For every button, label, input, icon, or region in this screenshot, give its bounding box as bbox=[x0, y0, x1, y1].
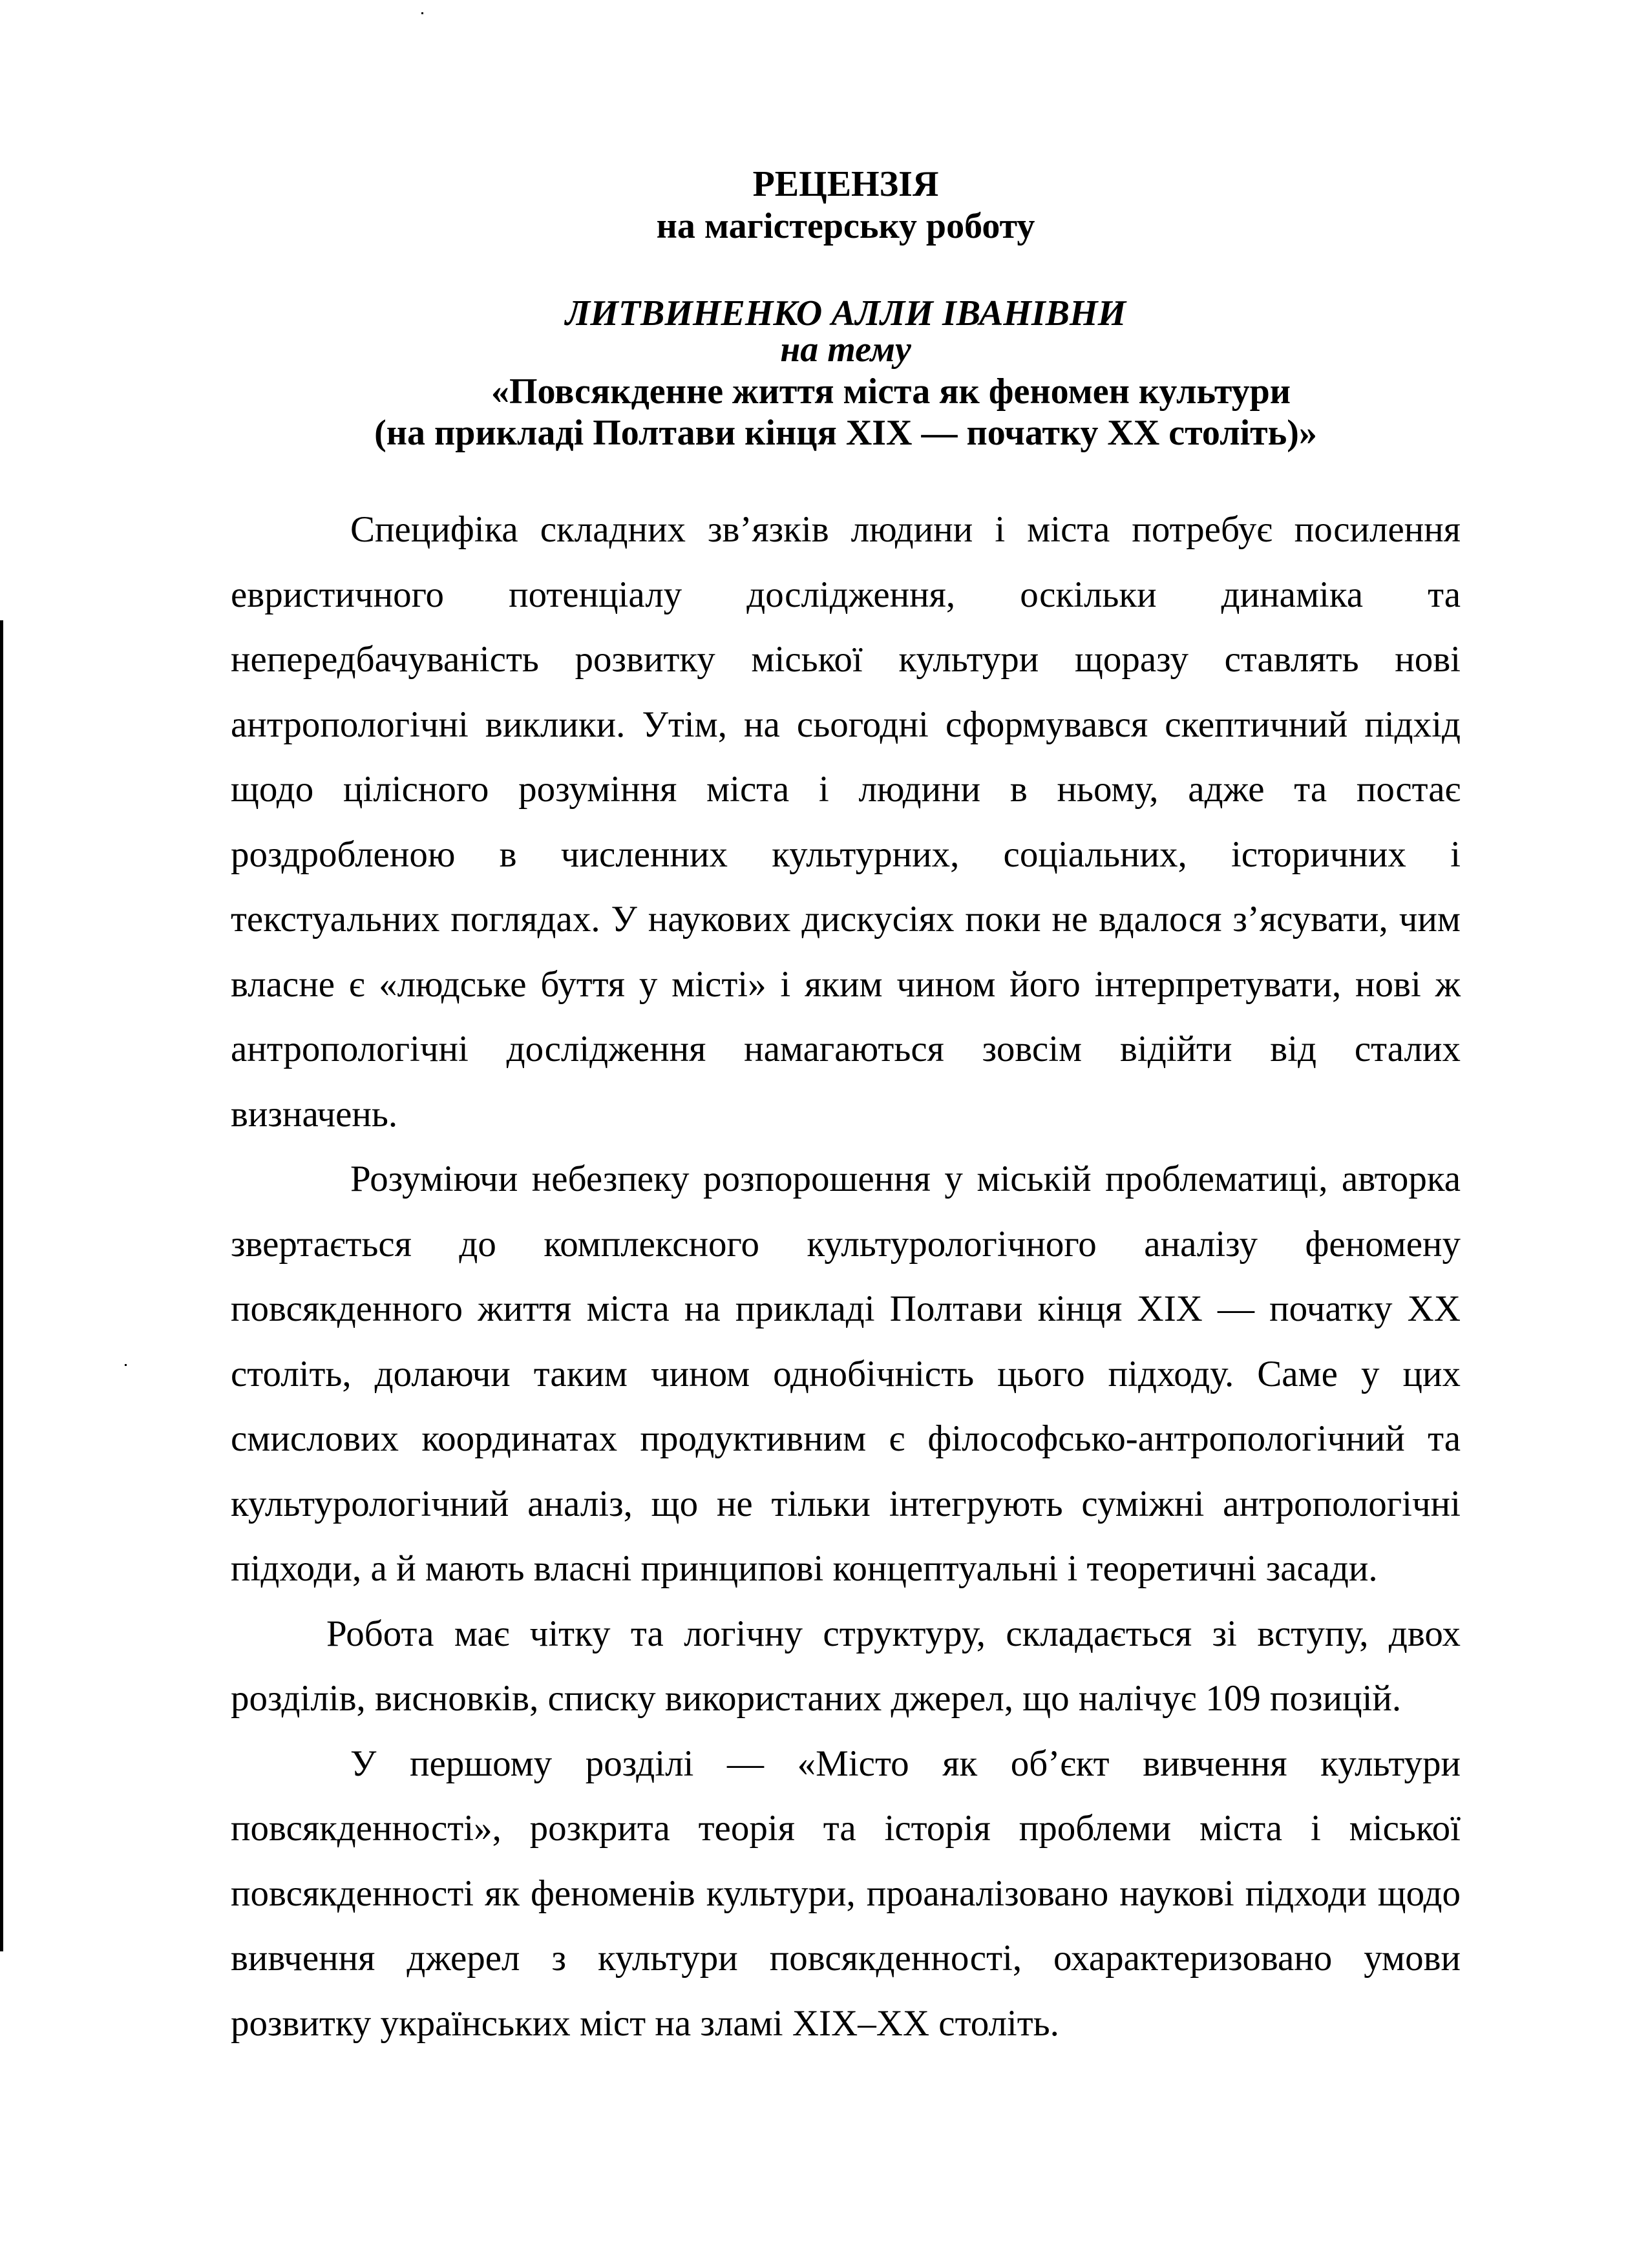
document-subtitle: на магістерську роботу bbox=[656, 206, 1035, 246]
author-name: ЛИТВИНЕНКО АЛЛИ ІВАНІВНИ bbox=[565, 293, 1126, 333]
theme-title-line-1: «Повсякденне життя міста як феномен культури bbox=[491, 372, 1291, 412]
scan-speck bbox=[421, 12, 423, 14]
document-title: РЕЦЕНЗІЯ bbox=[752, 164, 939, 204]
paragraph-approach: Розуміючи небезпеку розпорошення у міській проблематиці, авторка звертається до комплексного культурологічного аналізу феномену повсякденного життя міста на прикладі Полтави кінця XIX — початку XX століть, долаючи таким чином однобічність цього підходу. Саме у цих смислових координатах продуктивним є філософсько-антропологічний та культурологічний аналіз, що не тільки інтегрують суміжні антропологічні підходи, а й мають власні принципові концептуальні і теоретичні засади. bbox=[231, 1159, 1461, 1589]
paragraph-structure: Робота має чітку та логічну структуру, складається зі вступу, двох розділів, висновків, списку використаних джерел, що налічує 109 позицій. bbox=[231, 1613, 1461, 1719]
review-body bbox=[231, 498, 1461, 2056]
theme-title-line-2: (на прикладі Полтави кінця XIX — початку XX століть)» bbox=[374, 413, 1317, 453]
scan-speck bbox=[125, 1364, 127, 1366]
paragraph-chapter-one: У першому розділі — «Місто як об’єкт вивчення культури повсякденності», розкрита теорія та історія проблеми міста і міської повсякденності як феноменів культури, проаналізовано наукові підходи щодо вивчення джерел з культури повсякденності, охарактеризовано умови розвитку українських міст на зламі XIX–XX століть. bbox=[231, 1743, 1461, 2044]
scan-edge-border bbox=[0, 620, 3, 1951]
on-topic-label: на тему bbox=[780, 330, 911, 370]
paragraph-intro: Специфіка складних зв’язків людини і міста потребує посилення евристичного потенціалу дослідження, оскільки динаміка та непередбачуваність розвитку міської культури щоразу ставлять нові антропологічні виклики. Утім, на сьогодні сформувався скептичний підхід щодо цілісного розуміння міста і людини в ньому, адже та постає роздробленою в численних культурних, соціальних, історичних і текстуальних поглядах. У наукових дискусіях поки не вдалося з’ясувати, чим власне є «людське буття у місті» і яким чином його інтерпретувати, нові ж антропологічні дослідження намагаються зовсім відійти від сталих визначень. bbox=[231, 509, 1461, 1135]
